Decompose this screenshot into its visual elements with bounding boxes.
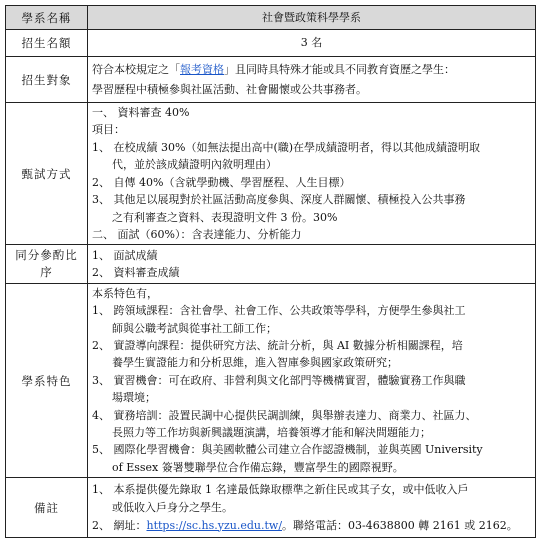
exam-line: 代，並於該成績證明內敘明理由）	[112, 158, 277, 171]
exam-line: 3、 其他足以展現對於社區活動高度參與、深度人群關懷、積極投入公共事務	[92, 193, 466, 206]
features-line: 5、 國際化學習機會：與美國軟體公司建立合作認證機制，並與英國 University	[92, 443, 483, 457]
target-text-pre: 符合本校規定之「	[92, 62, 180, 76]
target-line-1	[92, 60, 531, 80]
exam-line: 項目：	[92, 123, 125, 136]
tiebreak-label-line-1: 同分參酌比	[15, 248, 78, 262]
tiebreak-line: 2、 資料審查成績	[92, 266, 180, 279]
exam-content	[88, 103, 536, 245]
website-label: 2、 網址：	[92, 518, 147, 532]
tiebreak-line: 1、 面試成績	[92, 249, 158, 262]
notes-line-2: 或低收入戶身分之學生。	[112, 500, 233, 514]
target-row	[6, 57, 536, 103]
notes-line-3	[92, 517, 531, 535]
quota-label: 招生名額	[6, 30, 88, 57]
exam-line: 2、 自傳 40%（含就學動機、學習歷程、人生目標）	[92, 175, 351, 189]
notes-content	[88, 478, 536, 538]
features-content	[88, 284, 536, 478]
features-label: 學系特色	[6, 284, 88, 478]
exam-line: 1、 在校成績 30%（如無法提出高中(職)在學成績證明者，得以其他成績證明取	[92, 140, 481, 154]
exam-row	[6, 103, 536, 245]
exam-label: 甄試方式	[6, 103, 88, 245]
admission-table	[5, 5, 536, 538]
target-line-2: 學習歷程中積極參與社區活動、社會關懷或公共事務者。	[92, 82, 367, 96]
exam-line: 一、 資料審查 40%	[92, 105, 190, 119]
features-line: 場環境；	[112, 391, 156, 405]
tiebreak-label	[6, 245, 88, 284]
website-link[interactable]: https://sc.hs.yzu.edu.tw/	[146, 518, 283, 532]
tiebreak-content	[88, 245, 536, 284]
features-line: 本系特色有，	[92, 286, 158, 300]
features-line: of Essex 簽署雙聯學位合作備忘錄，豐富學生的國際視野。	[112, 460, 404, 474]
quota-row	[6, 30, 536, 57]
tiebreak-label-line-2: 序	[40, 265, 53, 279]
features-line: 2、 實證導向課程：提供研究方法、統計分析，與 AI 數據分析相關課程，培	[92, 338, 463, 352]
features-line: 3、 實習機會：可在政府、非營利與文化部門等機構實習，體驗實務工作與職	[92, 373, 466, 387]
tiebreak-row	[6, 245, 536, 284]
features-row	[6, 284, 536, 478]
features-line: 師與公職考試與從事社工師工作；	[112, 321, 277, 335]
target-text-post: 」且同時具特殊才能或具不同教育資歷之學生：	[224, 62, 455, 76]
target-content	[88, 57, 536, 103]
exam-line: 之有利審查之資料、表現證明文件 3 份。30%	[112, 210, 338, 224]
features-line: 4、 實務培訓：設置民調中心提供民調訓練，與舉辦表達力、商業力、社區力、	[92, 408, 477, 422]
eligibility-link[interactable]: 報考資格	[180, 62, 224, 76]
notes-line-1: 1、 本系提供優先錄取 1 名達最低錄取標準之新住民或其子女，或中低收入戶	[92, 482, 469, 496]
features-line: 養學生實證能力和分析思維，進入智庫參與國家政策研究；	[112, 356, 398, 370]
header-row	[6, 6, 536, 30]
department-name: 社會暨政策科學學系	[88, 6, 536, 30]
quota-value: 3 名	[88, 30, 536, 57]
target-label: 招生對象	[6, 57, 88, 103]
exam-line: 二、 面試（60%）：含表達能力、分析能力	[92, 228, 302, 241]
features-line: 1、 跨領域課程：含社會學、社會工作、公共政策等學科，方便學生參與社工	[92, 304, 466, 318]
field-label: 學系名稱	[6, 6, 88, 30]
contact-phone: 。聯絡電話：03-4638800 轉 2161 或 2162。	[282, 518, 518, 532]
features-line: 長照力等工作坊與新興議題演講，培養領導才能和解決問題能力；	[112, 426, 431, 440]
notes-label: 備註	[6, 478, 88, 538]
notes-row	[6, 478, 536, 538]
